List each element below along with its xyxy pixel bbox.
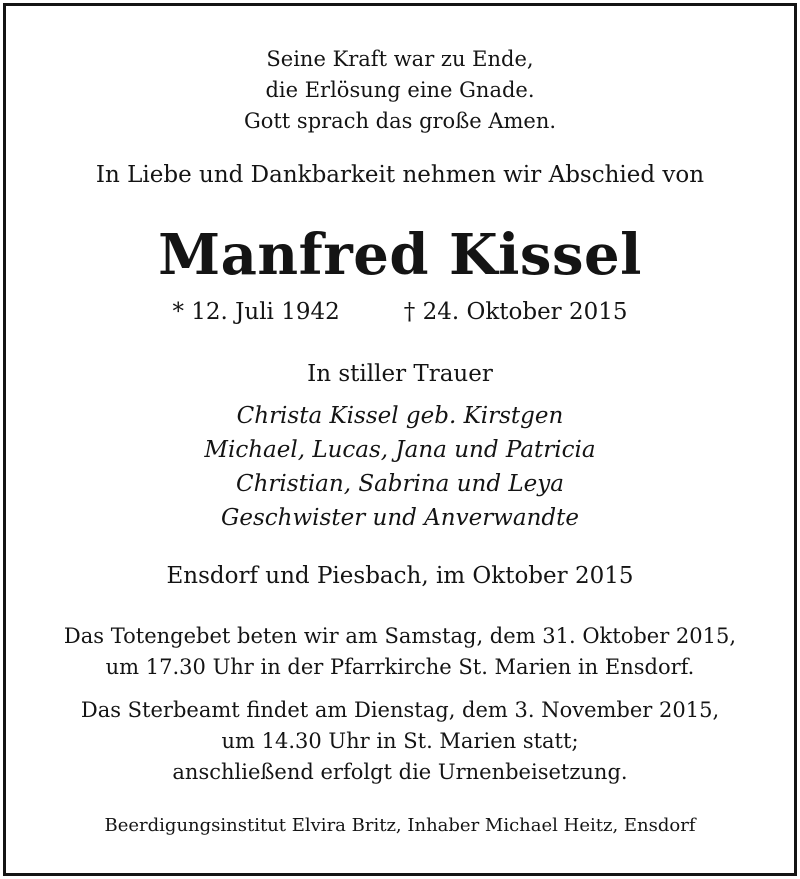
life-dates — [0, 299, 800, 325]
verse-line: Seine Kraft war zu Ende, — [266, 47, 534, 71]
family-member: Geschwister und Anverwandte — [221, 505, 579, 531]
funeral-home: Beerdigungsinstitut Elvira Britz, Inhaber Michael Heitz, Ensdorf — [104, 815, 696, 836]
prayer-line: um 17.30 Uhr in der Pfarrkirche St. Marien in Ensdorf. — [105, 655, 695, 679]
place-date: Ensdorf und Piesbach, im Oktober 2015 — [166, 563, 634, 589]
requiem-line: anschließend erfolgt die Urnenbeisetzung. — [172, 760, 628, 784]
mourning-heading: In stiller Trauer — [307, 361, 493, 387]
birth-date: * 12. Juli 1942 — [172, 299, 340, 325]
intro-text: In Liebe und Dankbarkeit nehmen wir Abschied von — [95, 162, 705, 188]
family-member: Christian, Sabrina und Leya — [236, 471, 564, 497]
verse-line: die Erlösung eine Gnade. — [265, 78, 535, 102]
death-date: † 24. Oktober 2015 — [403, 299, 628, 325]
deceased-name: Manfred Kissel — [158, 222, 642, 288]
requiem-line: Das Sterbeamt findet am Dienstag, dem 3. November 2015, — [80, 698, 720, 722]
prayer-line: Das Totengebet beten wir am Samstag, dem 31. Oktober 2015, — [63, 624, 737, 648]
verse-line: Gott sprach das große Amen. — [243, 109, 557, 133]
family-member: Michael, Lucas, Jana und Patricia — [204, 437, 596, 463]
family-member: Christa Kissel geb. Kirstgen — [236, 403, 564, 429]
requiem-line: um 14.30 Uhr in St. Marien statt; — [221, 729, 579, 753]
